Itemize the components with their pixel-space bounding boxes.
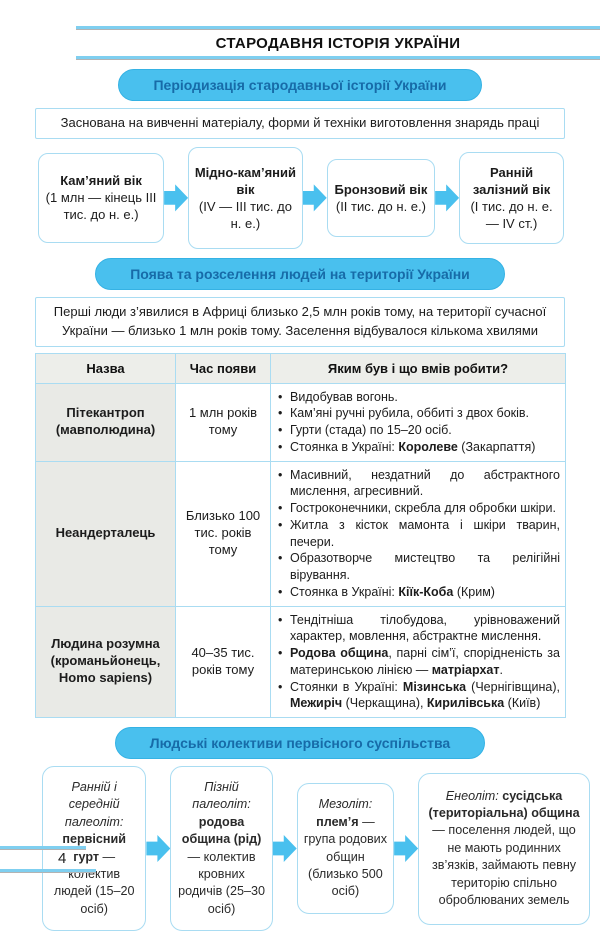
table-header-row [36,353,566,383]
text-segment: — поселення людей, що не мають родинних зв’язків, займають певну територію спільно оброблюваних земель [432,823,577,907]
text-segment: матріархат [431,662,500,677]
bullet-list [277,467,560,601]
bullet-item [277,405,560,422]
flow-arrow-icon [146,834,170,864]
description-cell [271,383,566,461]
bullet-item [277,679,560,713]
intro-box: Перші люди з’явилися в Африці близько 2,5 млн років тому, на території сучасної України — близько 1 млн років тому. Заселення відбувалося кількома хвилями [35,297,565,347]
text-segment: Масивний, нездатний до абстрактного мислення, агресивний. [290,467,560,499]
page-title: СТАРОДАВНЯ ІСТОРІЯ УКРАЇНИ [215,35,461,52]
page-number: 4 [58,850,67,867]
text-segment: первісний гурт [62,832,126,864]
section-heading-appearance: Поява та розселення людей на території України [95,258,505,290]
text-segment: , парні сім’ї, спорідненість за материнською лінією — [290,646,560,677]
period-title: Ранній залізний вік [472,164,551,197]
text-segment: Королеве [398,439,458,454]
text-segment: (Київ) [504,696,541,711]
text-segment: Житла з кісток мамонта і шкіри тварин, печери. [290,517,560,549]
time-cell: 40–35 тис. років тому [176,606,271,718]
text-segment: Кирилівська [426,696,505,711]
name-cell: Пітекантроп (мавполюдина) [36,383,176,461]
stage-box [297,783,394,913]
text-segment: плем’я [316,814,359,829]
text-segment: Межиріч [290,696,343,711]
text-segment: Гостроконечники, скребла для обробки шкіри. [290,501,556,516]
bullet-item [277,645,560,679]
text-segment: Стоянка в Україні: [290,439,399,454]
column-header: Яким був і що вмів робити? [271,353,566,383]
text-segment: . [499,662,503,677]
text-segment: (Закарпаття) [457,439,536,454]
text-segment: — колектив людей (15–20 осіб) [53,849,135,916]
period-box [38,153,164,243]
flow-arrow-icon [394,834,418,864]
text-segment: Кіїк-Коба [398,584,454,599]
flow-arrow-icon [164,183,188,213]
hominids-table [35,353,566,719]
bullet-list [277,612,560,713]
column-header: Час появи [176,353,271,383]
stage-flow [42,766,590,931]
bullet-item [277,517,560,551]
period-title: Мідно-кам’яний вік [194,164,297,197]
text-segment: Стоянки в Україні: [290,679,403,694]
stage-text [424,788,584,910]
period-flow [38,147,564,249]
period-detail: (I тис. до н. е. — IV ст.) [470,198,553,231]
bullet-item [277,612,560,646]
table-row [36,606,566,718]
stage-text [303,796,388,900]
footer-rule-bottom [0,869,96,873]
period-title: Кам’яний вік [60,173,142,189]
text-segment: (Крим) [453,584,495,599]
text-segment: Ранній і середній палеоліт: [64,780,124,829]
text-segment: Гурти (стада) по 15–20 осіб. [290,423,452,438]
text-segment: (Чернігівщина), [466,679,560,694]
bullet-item [277,422,560,439]
flow-arrow-icon [303,183,327,213]
textbook-page [0,26,600,916]
bullet-item [277,389,560,406]
stage-text [176,779,266,918]
time-cell: Близько 100 тис. років тому [176,461,271,606]
bullet-item [277,500,560,517]
column-header: Назва [36,353,176,383]
bullet-item [277,584,560,601]
footer-rule-top [0,846,86,850]
text-segment: родова община (рід) [181,814,262,847]
header-rule-bottom [76,56,600,60]
description-cell [271,606,566,718]
table-row [36,383,566,461]
text-segment: — колектив кровних родичів (25–30 осіб) [178,849,265,916]
table-row [36,461,566,606]
bullet-list [277,389,560,456]
section-heading-collectives: Людські колективи первісного суспільства [115,727,485,759]
period-box [459,152,564,244]
description-cell [271,461,566,606]
bullet-item [277,550,560,584]
name-cell: Неандерталець [36,461,176,606]
period-box [188,147,303,249]
stage-box [418,773,590,925]
period-title: Бронзовий вік [334,181,428,197]
name-cell: Людина розумна (кроманьйонець, Homo sapiens) [36,606,176,718]
page-header [76,26,600,60]
text-segment: (Черкащина), [342,696,427,711]
text-segment: Пізній палеоліт: [192,780,251,812]
section-heading-periodization: Періодизація стародавньої історії України [118,69,481,101]
text-segment: Стоянка в Україні: [290,584,399,599]
bullet-item [277,467,560,501]
text-segment: Образотворче мистецтво та релігійні вірування. [290,551,560,583]
time-cell: 1 млн років тому [176,383,271,461]
text-segment: Тендітніша тілобудова, урівноважений характер, мовлення, абстрактне мислення. [290,612,560,644]
flow-arrow-icon [435,183,459,213]
period-detail: (IV — III тис. до н. е.) [198,198,292,231]
text-segment: Енеоліт: [445,788,503,803]
text-segment: Мізинська [402,679,467,694]
hominids-table-body [36,383,566,718]
basis-box: Заснована на вивченні матеріалу, форми й техніки виготовлення знарядь праці [35,108,565,139]
stage-box [170,766,272,931]
text-segment: сусідська (територіальна) община [428,788,580,821]
text-segment: — група родових общин (близько 500 осіб) [303,814,388,899]
flow-arrow-icon [273,834,297,864]
text-segment: Мезоліт: [318,797,373,812]
bullet-item [277,439,560,456]
period-detail: (II тис. до н. е.) [335,198,426,214]
period-detail: (1 млн — кінець III тис. до н. е.) [45,190,157,223]
text-segment: Кам’яні ручні рубила, оббиті з двох боків. [290,406,530,421]
text-segment: Видобував вогонь. [290,389,398,404]
period-box [327,159,435,237]
text-segment: Родова община [290,646,389,661]
